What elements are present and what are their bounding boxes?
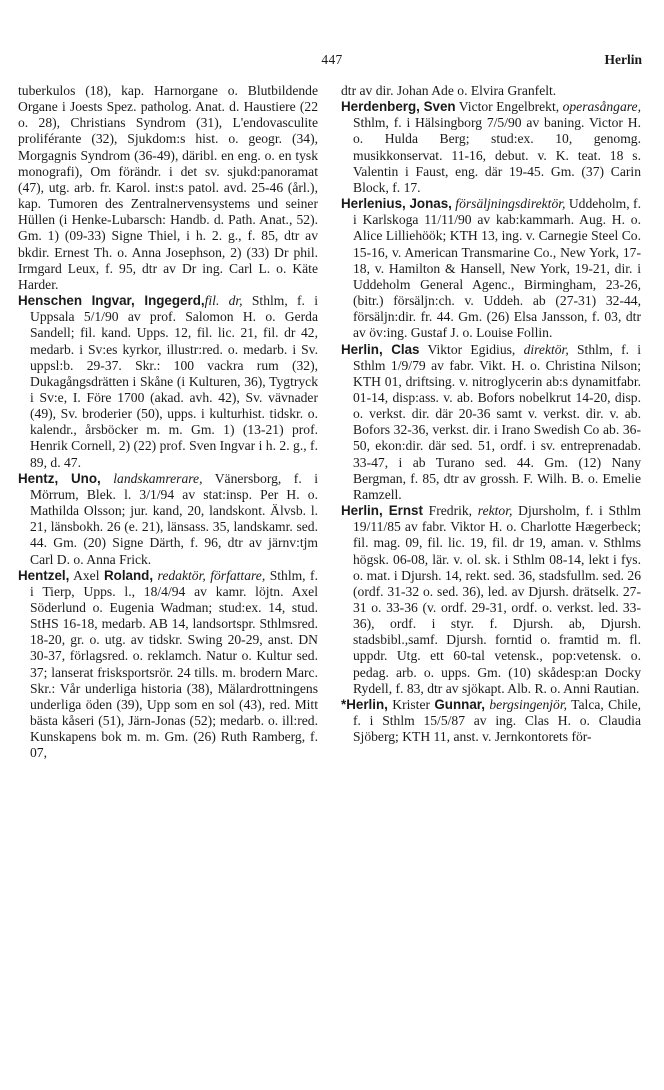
entry-headword-secondary: Gunnar, (434, 696, 485, 712)
entry-given-name: Victor Engelbrekt, (458, 99, 560, 115)
right-column (341, 83, 641, 745)
entry-occupation: redaktör, författare, (157, 567, 266, 583)
entry-headword: Hentzel, (18, 567, 70, 583)
entry-headword: Hentz, Uno, (18, 470, 101, 486)
entry-headword: Herlin, Clas (341, 341, 420, 357)
entry-text: Sthlm, f. i Sthlm 1/9/79 av fabr. Vikt. H. o. Christina Nilson; KTH 01, driftsing. v. nitroglycerin ab:s dynamitfabr. 01-14, disp:ass. v. ab. Bofors nobelkrut 14-20, disp. o. verkst. dir. där 20-36 samt v. verkst. dir. v. ab. Bofors 32-36, verkst. dir. i Irano Swedish Co ab. 36-50, ekon:dir. där sed. 51, ordf. i sv. entreprenadab. 33-47, i ab Turano sed. 44. Gm. (12) Nany Bergman, f. 85, dtr av grossh. F. Wilh. B. o. Emelie Ramzell. (353, 341, 642, 502)
entry-text: Uddeholm, f. i Karlskoga 11/11/90 av kab:kammarh. Aug. H. o. Alice Lilliehöök; KTH 13, ing. v. Carnegie Steel Co. 15-16, v. American Transmarine Co., New York, 17-18, v. Hamilton & Hansell, New York, 19-21, dir. i Uddeholm General Agenc., Birmingham, 23-26, (bitr.) försäljn:ch. v. Uddeh. ab (27-31) 32-44, försäljn:dir. fr. 44. Gm. (26) Elsa Jansson, f. 03, dtr av öv:ing. Gustaf J. o. Louise Follin. (353, 196, 641, 341)
entry-henschen (18, 293, 318, 471)
entry-herlin-gunnar (341, 697, 641, 745)
entry-headword: Herlin, Ernst (341, 503, 423, 519)
entry-hentz (18, 471, 318, 568)
entry-text: Sthlm, f. i Uppsala 5/1/90 av prof. Salomon H. o. Gerda Sandell; fil. kand. Upps. 12, fil. lic. 21, fil. dr 42, medarb. i Sv:es kyrkor, illustr:red. o. medarb. i Sv. uppsl:b. 29-37. Skr.: 100 vackra rum (32), Dukagångsdrätten i Skåne (i Kulturen, 36), Tygtryck i Sv:e, I. Före 1700 (akad. avh. 42), Sv. vävnader (49), Sv. broderier (50), upps. i kulturhist. tidskr. o. kalendr., årsböcker m. m. Gm. 1) (13-21) prof. Henrik Cornell, 2) (22) prof. Sven Ingvar i h. 2. g., f. 89, d. 47. (30, 293, 318, 470)
entry-herlin-ernst (341, 503, 641, 697)
entry-headword: Henschen Ingvar, Ingegerd, (18, 293, 205, 309)
entry-herdenberg (341, 99, 641, 196)
entry-occupation: rektor, (477, 503, 513, 519)
entry-given-name: Krister (392, 696, 431, 712)
entry-hentzel (18, 568, 318, 762)
entry-headword-secondary: Roland, (103, 567, 154, 583)
entry-herlenius (341, 196, 641, 341)
running-head: Herlin (604, 52, 642, 67)
page-number: 447 (321, 52, 343, 67)
entry-text: Sthlm, f. i Hälsingborg 7/5/90 av baning. Victor H. o. Hulda Berg; stud:ex. 10, genomg. musikkonservat. 11-16, debut. v. K. teat. 18 s. Valentin i Faust, eng. där 19-45. Gm. (37) Carin Block, f. 17. (353, 115, 641, 195)
entry-headword: Herdenberg, Sven (341, 99, 456, 115)
continuation-text: tuberkulos (18), kap. Harnorgane o. Blutbildende Organe i Joests Spez. patholog. Anat. d. Haustiere (22 o. 28), Christians Syndrom (31), L'endovasculite proliférante (32), Sjukdom:s hist. o. geogr. (34), Morgagnis Syndrom (36-49), däribl. en eng. o. en tysk monografi), Om förändr. i det sv. sjukd:panoramat (47), utg. arb. fr. Karol. inst:s patol. avd. 25-46 (årl.), kap. Tumoren des Zentralnervensystems und seiner Hüllen (i Henke-Lubarsch: Handb. d. Path. Anat., 52). Gm. 1) (09-33) Signe Thiel, i h. 2. g., f. 85, dtr av bkdir. Ernest Th. o. Anna Josephson, 2) (33) Dr phil. Irmgard Leux, f. 95, dtr av Dr ing. Carl L. o. Käte Harder. (18, 83, 318, 292)
entry-given-name: Axel (73, 567, 100, 583)
entry-headword: *Herlin, (341, 696, 388, 712)
entry-occupation: direktör, (523, 341, 569, 357)
left-column (18, 83, 318, 762)
entry-text: Vänersborg, f. i Mörrum, Blek. l. 3/1/94 av stat:insp. Per H. o. Mathilda Olsson; jur. kand, 20, landskont. Älvsb. l. 21, länsbokh. 26 (e. 21), länsass. 35, landskamr. sed. 44. Gm. (20) Signe Därth, f. 96, dtr av järnv:tjm Carl D. o. Anna Frick. (30, 470, 318, 567)
continuation-text: dtr av dir. Johan Ade o. Elvira Granfelt. (341, 83, 557, 98)
entry-occupation: operasångare, (562, 99, 641, 115)
entry-given-name: Fredrik, (428, 503, 473, 519)
entry-occupation: fil. dr, (204, 293, 243, 309)
entry-text: Sthlm, f. i Tierp, Upps. l., 18/4/94 av kamr. löjtn. Axel Söderlund o. Eugenia Wadman; stud:ex. 14, stud. StHS 16-18, medarb. AB 14, landsortspr. Sthlmsred. 18-20, gr. o. utg. av tidskr. Swing 20-29, anst. DN 30-37, förlagsred. o. reklamch. Natur o. Kultur sed. 37; lanserat frisksportsrör. 24 tills. m. brodern Marc. Skr.: Vår underliga historia (38), Mälardrottningens underliga öden (39), Upp som en sol (43), red. Mitt bästa kåseri (51), Järn-Jonas (52); medarb. o. ill:red. Kunskapens bok m. m. Gm. (26) Ruth Ramberg, f. 07, (30, 567, 318, 761)
entry-text: Talca, Chile, f. i Sthlm 15/5/87 av ing. Clas H. o. Claudia Sjöberg; KTH 11, anst. v. Jernkontorets för- (353, 696, 641, 745)
entry-occupation: försäljningsdirektör, (455, 196, 566, 212)
entry-occupation: landskamrerare, (113, 470, 203, 486)
entry-text: Djursholm, f. i Sthlm 19/11/85 av fabr. Viktor H. o. Charlotte Hægerbeck; fil. mag. 09, fil. lic. 19, fil. dr 19, aman. v. Sthlms högsk. 06-08, lär. v. ol. sk. i Sthlm 08-14, lekt i fys. o. mat. i Djursh. 14, rekt. sed. 36, stadsfullm. sed. 26 (ordf. 31-32 o. sed. 36), led. av Djursh. drätselk. 27-31 o. 33-36 (v. ordf. 29-31, ordf. o. verkst. led. 33-36), ordf. i styr. f. Djursh. ab, Djursh. stadsbibl.,samf. Djursh. forntid o. framtid m. fl. uppdr. Utg. ett 60-tal vetensk., pop:vetensk. o. pedag. arb. o. upps. Gm. (10) skådesp:an Docky Rydell, f. 83, dtr av sjökapt. Alb. R. o. Anni Rautian. (353, 503, 641, 696)
entry-headword: Herlenius, Jonas, (341, 196, 452, 212)
entry-given-name: Viktor Egidius, (427, 341, 516, 357)
entry-occupation: bergsingenjör, (489, 696, 568, 712)
entry-herlin-clas (341, 342, 641, 504)
